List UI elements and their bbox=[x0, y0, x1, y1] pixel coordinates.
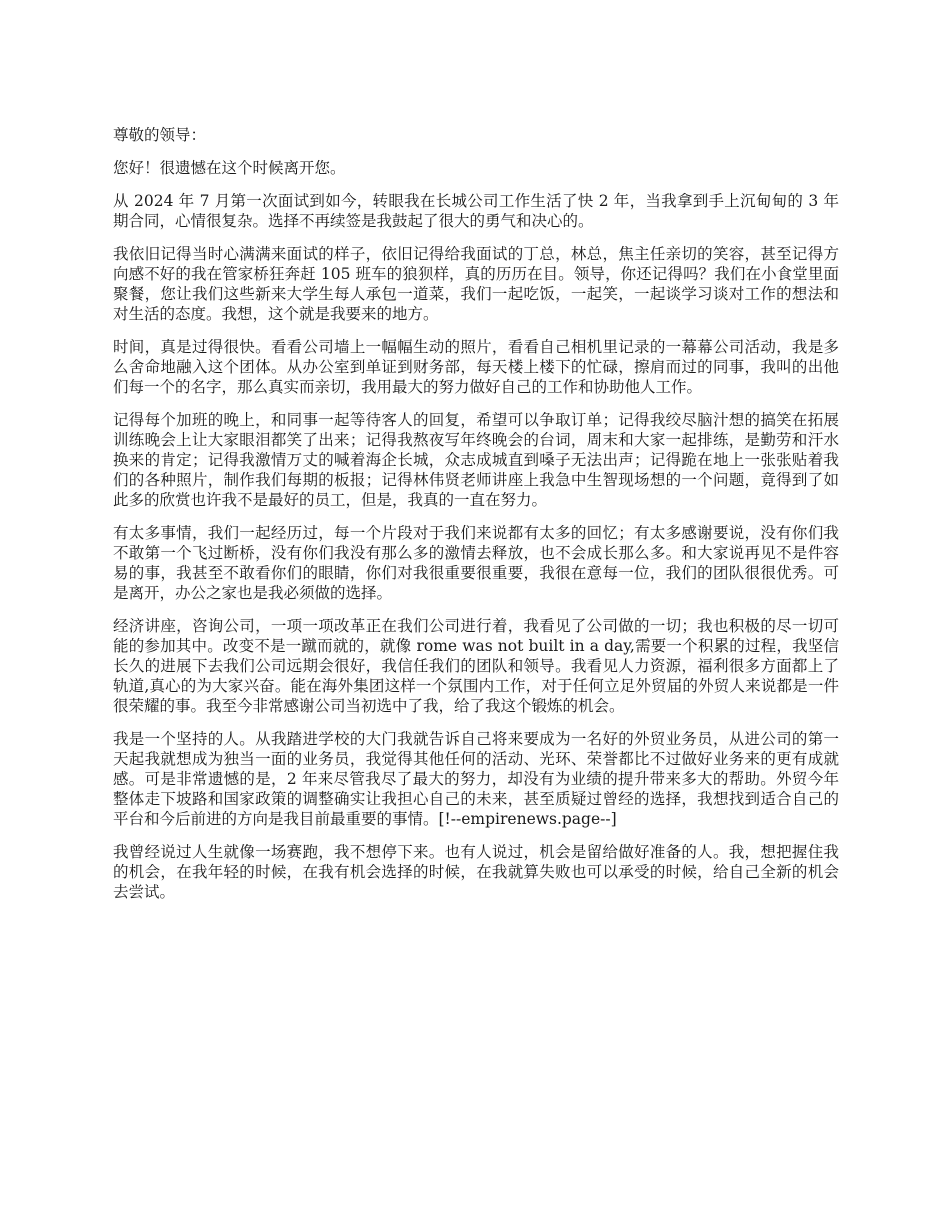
paragraph-company-reform: 经济讲座，咨询公司，一项一项改革正在我们公司进行着，我看见了公司做的一切；我也积极的尽一切可能的参加其中。改变不是一蹴而就的，就像 rome was not built in a day,需要一个积累的过程，我坚信长久的进展下去我们公司远期会很好，我信任我们的团队和领导。我看见人力资源，福利很多方面都上了轨道,真心的为大家兴奋。能在海外集团这样一个氛围内工作，对于任何立足外贸届的外贸人来说都是一件很荣耀的事。我至今非常感谢公司当初选中了我，给了我这个锻炼的机会。 bbox=[113, 617, 839, 715]
salutation: 尊敬的领导： bbox=[113, 126, 207, 144]
paragraph-interview-memory: 我依旧记得当时心满满来面试的样子，依旧记得给我面试的丁总，林总，焦主任亲切的笑容，甚至记得方向感不好的我在管家桥狂奔赶 105 班车的狼狈样，真的历历在目。领导，你还记得吗？我们在小食堂里面聚餐，您让我们这些新来大学生每人承包一道菜，我们一起吃饭，一起笑，一起谈学习谈对工作的想法和对生活的态度。我想，这个就是我要来的地方。 bbox=[113, 245, 839, 323]
letter-body bbox=[113, 125, 839, 915]
paragraph-contract: 从 2024 年 7 月第一次面试到如今，转眼我在长城公司工作生活了快 2 年，当我拿到手上沉甸甸的 3 年期合同，心情很复杂。选择不再续签是我鼓起了很大的勇气和决心的。 bbox=[113, 192, 839, 230]
paragraph-greeting: 您好！很遗憾在这个时候离开您。 bbox=[113, 159, 346, 177]
paragraph-new-chance: 我曾经说过人生就像一场赛跑，我不想停下来。也有人说过，机会是留给做好准备的人。我，想把握住我的机会，在我年轻的时候，在我有机会选择的时候，在我就算失败也可以承受的时候，给自己全新的机会去尝试。 bbox=[113, 843, 839, 901]
paragraph-overtime-memories: 记得每个加班的晚上，和同事一起等待客人的回复，希望可以争取订单；记得我绞尽脑汁想的搞笑在拓展训练晚会上让大家眼泪都笑了出来；记得我熬夜写年终晚会的台词，周末和大家一起排练，是勤劳和汗水换来的肯定；记得我激情万丈的喊着海企长城，众志成城直到嗓子无法出声；记得跪在地上一张张贴着我们的各种照片，制作我们每期的板报；记得林伟贤老师讲座上我急中生智现场想的一个问题，竟得到了如此多的欣赏也许我不是最好的员工，但是，我真的一直在努力。 bbox=[113, 411, 839, 509]
paragraph-persistence: 我是一个坚持的人。从我踏进学校的大门我就告诉自己将来要成为一名好的外贸业务员，从进公司的第一天起我就想成为独当一面的业务员，我觉得其他任何的活动、光环、荣誉都比不过做好业务来的更有成就感。可是非常遗憾的是，2 年来尽管我尽了最大的努力，却没有为业绩的提升带来多大的帮助。外贸今年整体走下坡路和国家政策的调整确实让我担心自己的未来，甚至质疑过曾经的选择，我想找到适合自己的平台和今后前进的方向是我目前最重要的事情。[!--empirenews.page--] bbox=[113, 730, 839, 828]
paragraph-time-passing: 时间，真是过得很快。看看公司墙上一幅幅生动的照片，看看自己相机里记录的一幕幕公司活动，我是多么舍命地融入这个团体。从办公室到单证到财务部，每天楼上楼下的忙碌，擦肩而过的同事，我叫的出他们每一个的名字，那么真实而亲切，我用最大的努力做好自己的工作和协助他人工作。 bbox=[113, 338, 839, 396]
paragraph-gratitude: 有太多事情，我们一起经历过，每一个片段对于我们来说都有太多的回忆；有太多感谢要说，没有你们我不敢第一个飞过断桥，没有你们我没有那么多的激情去释放，也不会成长那么多。和大家说再见不是件容易的事，我甚至不敢看你们的眼睛，你们对我很重要很重要，我很在意每一位，我们的团队很很优秀。可是离开，办公之家也是我必须做的选择。 bbox=[113, 524, 839, 602]
